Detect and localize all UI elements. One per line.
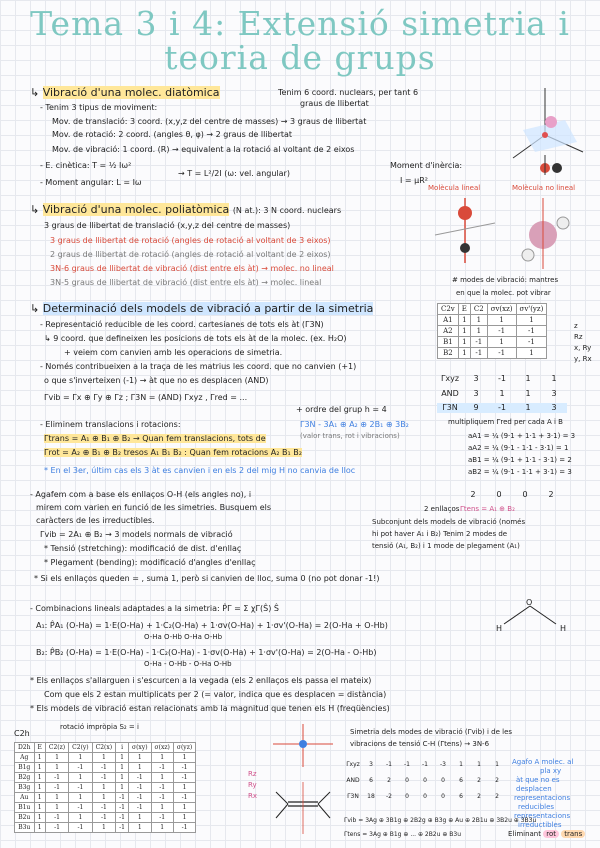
rotation-axes-figure xyxy=(505,80,590,180)
cell: 1 xyxy=(128,823,151,833)
cell: 1 xyxy=(69,793,92,803)
sec3-l10-text: Γrot = A₂ ⊕ B₁ ⊕ B₂ tresos A₁ B₁ B₂ : Quan fem rotacions A₂ B₁ B₂ xyxy=(44,448,302,457)
cell: 1 xyxy=(116,763,129,773)
cell: 1 xyxy=(551,374,557,383)
cell: -1 xyxy=(498,403,506,412)
cell: A2 xyxy=(438,326,459,337)
cell: 0 xyxy=(405,777,409,784)
sec3-eq-3: aB2 = ¼ (9·1 - 1·1 + 3·1) = 3 xyxy=(468,468,572,476)
cell: 3 xyxy=(473,389,479,398)
cell: 2 xyxy=(495,793,499,800)
cell: 2 xyxy=(548,490,554,499)
sec3-mult: multipliquem Γred per cada A i B xyxy=(448,418,563,426)
cell: 1 xyxy=(151,823,173,833)
table-row xyxy=(438,315,547,326)
cell: A1 xyxy=(438,315,459,326)
c2v-header-row xyxy=(438,304,547,315)
cell: 1 xyxy=(69,773,92,783)
fig-linear-label: Molècula lineal xyxy=(428,184,481,192)
table-row xyxy=(15,803,196,813)
cell: 3 xyxy=(473,374,479,383)
cell: 1 xyxy=(173,753,195,763)
cell: 1 xyxy=(34,793,45,803)
cell: B2 xyxy=(438,348,459,359)
sec1-l6b: I = μR² xyxy=(400,176,429,185)
cell: 2 xyxy=(477,777,481,784)
cell: -1 xyxy=(470,337,487,348)
cell: -1 xyxy=(128,783,151,793)
cell: -1 xyxy=(69,783,92,793)
cell: Au xyxy=(15,793,35,803)
cell: -1 xyxy=(470,348,487,359)
sec3-heading-text: Determinació dels models de vibració a partir de la simetria xyxy=(42,302,374,315)
sec4-chars xyxy=(460,490,564,500)
blue-note-2: àt que no es xyxy=(516,776,560,784)
mol-h2: H xyxy=(560,624,567,633)
cell: 1 xyxy=(458,326,470,337)
table-row xyxy=(15,813,196,823)
sec3-l8: - Eliminem translacions i rotacions: xyxy=(40,420,181,429)
cell: 1 xyxy=(128,763,151,773)
sec6-text2: vibracions de tensió C-H (Γtens) → 3N-6 xyxy=(350,740,490,748)
cell: -1 xyxy=(516,337,547,348)
sec1-l2: Mov. de translació: 3 coord. (x,y,z del centre de masses) → 3 graus de llibertat xyxy=(52,117,367,126)
d2h-head: C2(y) xyxy=(69,743,92,753)
table-row xyxy=(438,348,547,359)
cell: 1 xyxy=(34,763,45,773)
c2v-side-1: Rz xyxy=(574,333,583,341)
blue-note-1: pla xy xyxy=(540,767,562,775)
cell: 3 xyxy=(369,761,373,768)
sec5-l2: A₁: P̂A₁ (O-Ha) = 1·E(O-Ha) + 1·C₂(O-Ha) + 1·σv(O-Ha) + 1·σv'(O-Ha) = 2(O-Ha + O-Hb) xyxy=(36,621,388,630)
sec3-l11: * En el 3er, últim cas els 3 àt es canvien i en els 2 del mig H no canvia de lloc xyxy=(44,466,356,475)
sec4-l5: * Tensió (stretching): modificació de dist. d'enllaç xyxy=(44,544,242,553)
sec6-note: rotació impròpia S₂ = i xyxy=(60,723,139,731)
cell: -1 xyxy=(45,823,68,833)
sec4-l4: Γvib = 2A₁ ⊕ B₂ → 3 models normals de vibració xyxy=(40,530,233,539)
sec2-l5: 3N-5 graus de llibertat de vibració (dist entre els àt) → molec. lineal xyxy=(50,278,322,287)
cell: 1 xyxy=(116,753,129,763)
sec2-l1: 3 graus de llibertat de translació (x,y,z del centre de masses) xyxy=(44,221,291,230)
cell: B3u xyxy=(15,823,35,833)
blue-note-5: reducibles xyxy=(518,803,555,811)
cell: 1 xyxy=(92,793,115,803)
sec3-l2: ↳ 9 coord. que defineixen les posicions de tots els àt de la molec. (ex. H₂O) xyxy=(44,334,347,343)
cell: 1 xyxy=(173,803,195,813)
cell: 1 xyxy=(92,753,115,763)
cell: 18 xyxy=(367,793,375,800)
cell: 2 xyxy=(387,777,391,784)
cell: 1 xyxy=(116,773,129,783)
cell: 1 xyxy=(151,773,173,783)
cell: 0 xyxy=(441,793,445,800)
d2h-head: D2h xyxy=(15,743,35,753)
cell: -1 xyxy=(487,348,516,359)
red-row-label: Γxyz xyxy=(440,374,460,383)
cell: -1 xyxy=(45,773,68,783)
molecule-figures xyxy=(425,193,590,271)
sec4-sub2: hi pot haver A₁ i B₂) Tenim 2 modes de xyxy=(372,530,508,538)
cell: 0 xyxy=(423,793,427,800)
sec3-l5: o que s'inverteixen (-1) → àt que no es desplacen (AND) xyxy=(44,376,269,385)
cell: -1 xyxy=(116,823,129,833)
cell: 1 xyxy=(128,753,151,763)
red-row-label: Γ3N xyxy=(347,793,359,800)
sec6-gtens: Γtens = 3Ag ⊕ B1g ⊕ ... ⊕ 2B2u ⊕ B3u xyxy=(344,831,462,838)
d2h-character-table xyxy=(14,742,196,833)
table-row xyxy=(438,337,547,348)
sec6-text1: Simetria dels modes de vibració (Γvib) i de les xyxy=(350,728,513,736)
cell: -1 xyxy=(116,803,129,813)
cell: 1 xyxy=(34,813,45,823)
sec1-right-note2: graus de llibertat xyxy=(300,99,369,108)
sec1-l6: - Moment angular: L = Iω xyxy=(40,178,142,187)
cell: 1 xyxy=(69,753,92,763)
table-row xyxy=(15,753,196,763)
c2v-head: E xyxy=(458,304,470,315)
cell: B1u xyxy=(15,803,35,813)
blue-note-4: representacions xyxy=(514,794,571,802)
d2h-head: σ(yz) xyxy=(173,743,195,753)
cell: 1 xyxy=(477,761,481,768)
sec4-l2: mirem com varien en funció de les simetries. Busquem els xyxy=(36,503,272,512)
sec1-l5: - E. cinètica: T = ½ Iω² xyxy=(40,161,132,170)
page-title-line2: teoria de grups xyxy=(164,38,436,77)
cell: -1 xyxy=(173,773,195,783)
sec3-l4: - Només contribueixen a la traça de les matrius les coord. que no canvien (+1) xyxy=(40,362,357,371)
cell: -1 xyxy=(151,813,173,823)
d2h-header-row xyxy=(15,743,196,753)
cell: 1 xyxy=(458,315,470,326)
red-row-label: AND xyxy=(346,777,360,784)
red-row-label: Γxyz xyxy=(346,761,360,768)
sec4-sub: Subconjunt dels models de vibració (només xyxy=(372,518,526,526)
cell: 1 xyxy=(487,337,516,348)
sec2-heading-rest: (N at.): 3 N coord. nuclears xyxy=(232,206,342,215)
sec5-l2b: O-Ha O-Hb O-Ha O-Hb xyxy=(144,633,223,641)
cell: -1 xyxy=(45,783,68,793)
cell: 1 xyxy=(495,761,499,768)
elim-rot: rot xyxy=(543,830,559,838)
d2h-head: C2(x) xyxy=(92,743,115,753)
sec4-l7: * Si els enllaços queden = , suma 1, però si canvien de lloc, suma 0 (no pot donar -1!) xyxy=(34,574,380,583)
cell: -1 xyxy=(69,803,92,813)
sec4-l1: - Agafem com a base els enllaços O-H (els angles no), i xyxy=(30,490,252,499)
cell: 1 xyxy=(151,753,173,763)
cell: -1 xyxy=(422,761,428,768)
sec6-gvib: Γvib = 3Ag ⊕ 3B1g ⊕ 2B2g ⊕ B3g ⊕ Au ⊕ 2B1u ⊕ 3B2u ⊕ 3B3u xyxy=(344,817,537,824)
cell: 1 xyxy=(128,813,151,823)
cell: -1 xyxy=(92,773,115,783)
table-row xyxy=(15,823,196,833)
c2v-side-0: z xyxy=(574,322,578,330)
d2h-red-row-and xyxy=(344,776,506,786)
red-row-label: AND xyxy=(441,389,459,398)
sec2-heading: ↳ Vibració d'una molec. poliatòmica (N at.): 3 N coord. nuclears xyxy=(30,203,342,216)
d2h-red-row-xyz xyxy=(344,760,506,770)
cell: 1 xyxy=(45,753,68,763)
sec5-l5: Com que els 2 estan multiplicats per 2 (= valor, indica que es desplacen = distància) xyxy=(44,690,387,699)
d2h-red-row-3n xyxy=(344,792,506,802)
cell: 0 xyxy=(441,777,445,784)
blue-note-7: irreductibles xyxy=(518,821,562,829)
cell: 1 xyxy=(525,374,531,383)
sec3-gamma: Γ3N - 3A₁ ⊕ A₂ ⊕ 2B₁ ⊕ 3B₂ xyxy=(300,420,409,429)
sec3-l10 xyxy=(44,448,302,458)
cell: B1g xyxy=(15,763,35,773)
cell: -1 xyxy=(151,793,173,803)
cell: -1 xyxy=(487,326,516,337)
sec5-l6: * Els models de vibració estan relacionats amb la magnitud que tenen els H (freqüències) xyxy=(30,704,390,713)
sec4-l3: caràcters de les irreductibles. xyxy=(36,516,155,525)
cell: -1 xyxy=(128,803,151,813)
page-title-line1: Tema 3 i 4: Extensió simetria i xyxy=(30,4,570,43)
cell: -1 xyxy=(173,763,195,773)
cell: 2 xyxy=(495,777,499,784)
cell: -1 xyxy=(173,823,195,833)
cell: -1 xyxy=(69,763,92,773)
cell: 1 xyxy=(458,337,470,348)
sec5-l3: B₂: P̂B₂ (O-Ha) = 1·E(O-Ha) - 1·C₂(O-Ha) - 1·σv(O-Ha) + 1·σv'(O-Ha) = 2(O-Ha - O-Hb) xyxy=(36,648,377,657)
cell: 1 xyxy=(34,773,45,783)
d2h-head: C2(z) xyxy=(45,743,68,753)
cell: B2u xyxy=(15,813,35,823)
cell: 1 xyxy=(173,813,195,823)
cell: 1 xyxy=(69,813,92,823)
c2v-head: σv'(yz) xyxy=(516,304,547,315)
sec3-l9 xyxy=(44,434,266,444)
fig-nonlinear-label: Molècula no lineal xyxy=(512,184,576,192)
cell: -1 xyxy=(404,761,410,768)
mol-o: O xyxy=(526,598,533,607)
cell: 1 xyxy=(45,793,68,803)
sec2-note2: en que la molec. pot vibrar xyxy=(456,289,551,297)
cell: -1 xyxy=(45,813,68,823)
cell: 1 xyxy=(499,389,505,398)
cell: -1 xyxy=(173,793,195,803)
cell: 1 xyxy=(92,823,115,833)
cell: 1 xyxy=(45,763,68,773)
sec1-l1: - Tenim 3 tipus de moviment: xyxy=(40,103,158,112)
blue-note-0: Agafo A molec. al xyxy=(512,758,574,766)
cell: -1 xyxy=(151,783,173,793)
table-row xyxy=(15,783,196,793)
cell: -2 xyxy=(386,793,392,800)
sec1-l5c: Moment d'inèrcia: xyxy=(390,161,463,170)
cell: Ag xyxy=(15,753,35,763)
sec2-l4: 3N-6 graus de llibertat de vibració (dist entre els àt) → molec. no lineal xyxy=(50,264,334,273)
sec3-l9-text: Γtrans = A₁ ⊕ B₁ ⊕ B₂ → Quan fem translacions, tots de xyxy=(44,434,266,443)
cell: -1 xyxy=(92,763,115,773)
cell: 1 xyxy=(458,348,470,359)
c2v-side-3: y, Rx xyxy=(574,355,592,363)
cell: 3 xyxy=(551,389,557,398)
sec4-res: Γtens = A₁ ⊕ B₂ xyxy=(460,505,515,513)
cell: 0 xyxy=(496,490,502,499)
table-row xyxy=(15,793,196,803)
cell: 1 xyxy=(487,315,516,326)
cell: 6 xyxy=(459,777,463,784)
cell: 1 xyxy=(470,326,487,337)
elim-trans: trans xyxy=(561,830,585,838)
sec5-l3b: O-Ha - O-Hb - O-Ha O-Hb xyxy=(144,660,232,668)
sec1-right-note: Tenim 6 coord. nuclears, per tant 6 xyxy=(278,88,419,97)
cell: -1 xyxy=(92,813,115,823)
c2v-head: C2v xyxy=(438,304,459,315)
c2v-head: C2 xyxy=(470,304,487,315)
sec3-l1: - Representació reducible de les coord. cartesianes de tots els àt (Γ3N) xyxy=(40,320,324,329)
cell: 0 xyxy=(522,490,528,499)
d2h-side-2: Rx xyxy=(248,792,258,800)
table-row xyxy=(438,326,547,337)
cell: -1 xyxy=(116,793,129,803)
red-row-label: Γ3N xyxy=(442,403,458,412)
red-row-3n xyxy=(437,403,567,413)
cell: 1 xyxy=(173,783,195,793)
cell: -1 xyxy=(386,761,392,768)
cell: 1 xyxy=(525,403,531,412)
c2v-head: σv(xz) xyxy=(487,304,516,315)
cell: 1 xyxy=(34,803,45,813)
cell: -1 xyxy=(151,763,173,773)
sec3-eq-0: aA1 = ¼ (9·1 + 1·1 + 3·1) = 3 xyxy=(468,432,576,440)
cell: 0 xyxy=(405,793,409,800)
table-row xyxy=(15,773,196,783)
cell: 1 xyxy=(151,803,173,813)
red-row-xyz xyxy=(437,374,567,384)
sec6-group: C2h xyxy=(14,729,30,738)
cell: 9 xyxy=(473,403,479,412)
d2h-head: i xyxy=(116,743,129,753)
d2h-side-1: Ry xyxy=(248,781,257,789)
table-row xyxy=(15,763,196,773)
cell: -1 xyxy=(69,823,92,833)
sec1-heading-text: Vibració d'una molec. diatòmica xyxy=(42,86,220,99)
cell: -1 xyxy=(116,813,129,823)
sec3-l6: Γvib = Γx ⊕ Γy ⊕ Γz ; Γ3N = (AND) Γxyz , Γred = ... xyxy=(44,393,248,402)
mol-h1: H xyxy=(496,624,503,633)
c2v-character-table xyxy=(437,303,547,359)
d2h-head: σ(xz) xyxy=(151,743,173,753)
sec3-l3: + veiem com canvien amb les operacions de simetria. xyxy=(64,348,283,357)
sec4-enl: 2 enllaços xyxy=(424,505,460,513)
cell: 1 xyxy=(516,315,547,326)
blue-note-3: desplacen xyxy=(516,785,552,793)
elim-label: Eliminant xyxy=(508,830,541,838)
sec2-l3: 2 graus de llibertat de rotació (angles de rotació al voltant de 2 eixos) xyxy=(50,250,331,259)
cell: B2g xyxy=(15,773,35,783)
cell: -1 xyxy=(128,773,151,783)
red-row-and xyxy=(437,389,567,399)
cell: 3 xyxy=(551,403,557,412)
sec1-l3: Mov. de rotació: 2 coord. (angles θ, φ) → 2 graus de llibertat xyxy=(52,130,293,139)
cell: -3 xyxy=(440,761,446,768)
cell: 1 xyxy=(516,348,547,359)
sec1-l4: Mov. de vibració: 1 coord. (R) → equivalent a la rotació al voltant de 2 eixos xyxy=(52,145,355,154)
cell: 1 xyxy=(116,783,129,793)
cell: 1 xyxy=(470,315,487,326)
blue-note-6: representacions xyxy=(514,812,571,820)
sec2-note: # modes de vibració: mantres xyxy=(452,276,559,284)
sec5-l4: * Els enllaços s'allarguen i s'escurcen a la vegada (els 2 enllaços els passa el mateix) xyxy=(30,676,372,685)
d2h-side-0: Rz xyxy=(248,770,257,778)
cell: 6 xyxy=(369,777,373,784)
cell: 1 xyxy=(45,803,68,813)
sec3-eq-1: aA2 = ¼ (9·1 - 1·1 - 3·1) = 1 xyxy=(468,444,569,452)
sec3-heading: ↳ Determinació dels models de vibració a partir de la simetria xyxy=(30,302,374,315)
d2h-head: E xyxy=(34,743,45,753)
cell: 1 xyxy=(525,389,531,398)
cell: 2 xyxy=(470,490,476,499)
sec1-l5b: → T = L²/2I (ω: vel. angular) xyxy=(178,169,290,178)
sec5-l1: - Combinacions lineals adaptades a la simetria: P̂Γ = Σ χΓ(Ŝ) Ŝ xyxy=(30,604,279,613)
sec4-sub3: tensió (A₁, B₂) i 1 mode de plegament (A₁) xyxy=(372,542,520,550)
cell: -1 xyxy=(498,374,506,383)
sec3-l7: + ordre del grup h = 4 xyxy=(296,405,387,414)
sec2-l2: 3 graus de llibertat de rotació (angles de rotació al voltant de 3 eixos) xyxy=(50,236,331,245)
sec2-heading-text: Vibració d'una molec. poliatòmica xyxy=(42,203,230,216)
cell: -1 xyxy=(128,793,151,803)
sec1-heading: ↳ Vibració d'una molec. diatòmica xyxy=(30,86,220,99)
cell: 2 xyxy=(477,793,481,800)
cell: 1 xyxy=(459,761,463,768)
cell: B3g xyxy=(15,783,35,793)
cell: -1 xyxy=(516,326,547,337)
d2h-head: σ(xy) xyxy=(128,743,151,753)
ethylene-sketch xyxy=(268,722,338,842)
cell: 0 xyxy=(423,777,427,784)
sec3-eq-2: aB1 = ¼ (9·1 + 1·1 - 3·1) = 2 xyxy=(468,456,572,464)
sec6-elim xyxy=(508,830,585,839)
cell: 1 xyxy=(34,753,45,763)
sec4-l6: * Plegament (bending): modificació d'angles d'enllaç xyxy=(44,558,256,567)
c2v-side-2: x, Ry xyxy=(574,344,592,352)
cell: 1 xyxy=(34,823,45,833)
cell: -1 xyxy=(92,803,115,813)
cell: B1 xyxy=(438,337,459,348)
cell: 6 xyxy=(459,793,463,800)
cell: 1 xyxy=(34,783,45,793)
sec3-gamma2: (valor trans, rot i vibracions) xyxy=(300,432,400,440)
cell: 1 xyxy=(92,783,115,793)
